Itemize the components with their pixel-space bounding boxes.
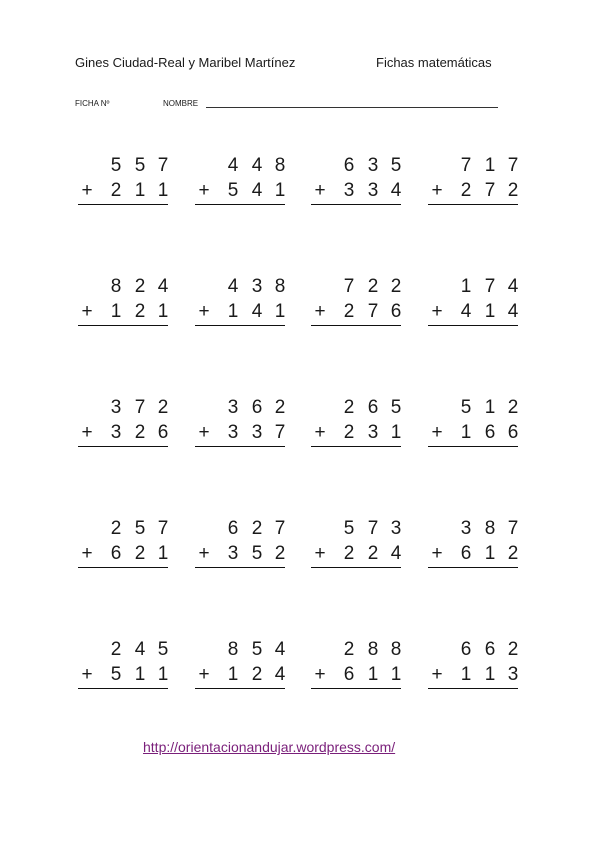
digit: 1 [274,301,286,322]
digit: 6 [484,422,496,443]
digit: 4 [507,276,519,297]
addend-top [311,639,401,664]
sum-line [195,204,285,205]
addend-top [428,518,518,543]
addend-top [78,639,168,664]
addend-top [428,155,518,180]
plus-sign: + [198,664,210,685]
sum-line [311,325,401,326]
addition-problem [311,639,401,689]
worksheet-title: Fichas matemáticas [376,55,492,70]
digit: 2 [507,180,519,201]
digit: 7 [367,301,379,322]
digit: 2 [343,639,355,660]
plus-sign: + [81,422,93,443]
digit: 3 [460,518,472,539]
addend-bottom [311,422,401,447]
digit: 2 [134,422,146,443]
problem-row [78,155,520,276]
digit: 7 [343,276,355,297]
digit: 4 [134,639,146,660]
digit: 5 [390,397,402,418]
plus-sign: + [314,422,326,443]
digit: 5 [134,155,146,176]
digit: 2 [367,543,379,564]
addition-problem [195,518,285,568]
addend-top [195,276,285,301]
digit: 4 [274,664,286,685]
digit: 1 [134,180,146,201]
addend-top [311,397,401,422]
addition-problem [78,639,168,689]
addend-top [311,518,401,543]
plus-sign: + [198,301,210,322]
digit: 2 [343,301,355,322]
digit: 3 [251,276,263,297]
addition-problem [78,397,168,447]
digit: 2 [110,639,122,660]
digit: 1 [460,664,472,685]
digit: 4 [227,155,239,176]
digit: 1 [367,664,379,685]
plus-sign: + [431,543,443,564]
digit: 4 [390,180,402,201]
digit: 2 [343,422,355,443]
addend-bottom [78,301,168,326]
digit: 2 [343,543,355,564]
digit: 3 [367,422,379,443]
nombre-label: NOMBRE [163,99,199,108]
sum-line [195,446,285,447]
digit: 8 [274,276,286,297]
digit: 7 [157,155,169,176]
digit: 6 [460,639,472,660]
nombre-underline [206,107,498,108]
digit: 2 [134,301,146,322]
digit: 1 [390,664,402,685]
addend-bottom [78,180,168,205]
digit: 2 [507,543,519,564]
addition-problem [428,155,518,205]
digit: 1 [460,276,472,297]
plus-sign: + [198,180,210,201]
addend-bottom [311,543,401,568]
addend-top [78,155,168,180]
addend-bottom [428,664,518,689]
addend-top [195,639,285,664]
addend-top [428,639,518,664]
digit: 5 [390,155,402,176]
digit: 4 [274,639,286,660]
sum-line [428,325,518,326]
digit: 1 [484,543,496,564]
digit: 3 [367,155,379,176]
addend-top [195,518,285,543]
digit: 4 [251,301,263,322]
digit: 6 [343,155,355,176]
digit: 3 [227,543,239,564]
addend-bottom [311,180,401,205]
digit: 2 [134,276,146,297]
sum-line [428,204,518,205]
digit: 4 [227,276,239,297]
sum-line [428,567,518,568]
addend-bottom [78,664,168,689]
sum-line [311,688,401,689]
digit: 7 [460,155,472,176]
addend-bottom [428,301,518,326]
addend-bottom [428,543,518,568]
digit: 3 [227,422,239,443]
problem-row [78,518,520,639]
addend-bottom [195,664,285,689]
addition-problem [78,276,168,326]
plus-sign: + [314,664,326,685]
sum-line [311,446,401,447]
digit: 6 [367,397,379,418]
plus-sign: + [81,180,93,201]
sum-line [78,688,168,689]
digit: 2 [507,397,519,418]
digit: 6 [157,422,169,443]
digit: 7 [484,276,496,297]
problems-grid [78,155,520,760]
digit: 1 [390,422,402,443]
digit: 2 [343,397,355,418]
digit: 1 [110,301,122,322]
digit: 3 [390,518,402,539]
problem-row [78,397,520,518]
digit: 2 [274,543,286,564]
digit: 7 [507,155,519,176]
sum-line [195,567,285,568]
digit: 7 [157,518,169,539]
digit: 4 [460,301,472,322]
digit: 3 [227,397,239,418]
digit: 3 [110,422,122,443]
plus-sign: + [431,180,443,201]
digit: 5 [343,518,355,539]
plus-sign: + [81,664,93,685]
plus-sign: + [431,301,443,322]
digit: 5 [110,155,122,176]
plus-sign: + [81,301,93,322]
digit: 3 [343,180,355,201]
digit: 7 [367,518,379,539]
digit: 1 [157,543,169,564]
digit: 2 [274,397,286,418]
digit: 1 [274,180,286,201]
digit: 1 [134,664,146,685]
digit: 2 [460,180,472,201]
digit: 6 [507,422,519,443]
digit: 6 [484,639,496,660]
sum-line [78,325,168,326]
digit: 7 [274,518,286,539]
digit: 4 [390,543,402,564]
addend-top [428,397,518,422]
addition-problem [428,276,518,326]
digit: 6 [460,543,472,564]
digit: 8 [110,276,122,297]
addend-bottom [428,422,518,447]
digit: 2 [110,518,122,539]
addition-problem [195,276,285,326]
digit: 3 [251,422,263,443]
digit: 8 [390,639,402,660]
digit: 2 [110,180,122,201]
addition-problem [428,518,518,568]
addend-top [311,155,401,180]
addend-bottom [195,180,285,205]
digit: 5 [251,543,263,564]
addition-problem [428,397,518,447]
plus-sign: + [431,664,443,685]
ficha-label: FICHA Nº [75,99,110,108]
plus-sign: + [198,543,210,564]
digit: 8 [227,639,239,660]
addition-problem [78,155,168,205]
digit: 6 [227,518,239,539]
addend-top [78,397,168,422]
addend-top [428,276,518,301]
digit: 6 [251,397,263,418]
sum-line [428,688,518,689]
addition-problem [428,639,518,689]
addend-bottom [195,301,285,326]
digit: 2 [251,518,263,539]
digit: 4 [507,301,519,322]
digit: 3 [110,397,122,418]
digit: 6 [343,664,355,685]
digit: 2 [390,276,402,297]
digit: 6 [110,543,122,564]
addition-problem [195,397,285,447]
digit: 7 [507,518,519,539]
digit: 6 [390,301,402,322]
digit: 1 [484,397,496,418]
problem-row [78,276,520,397]
digit: 2 [507,639,519,660]
digit: 3 [507,664,519,685]
sum-line [78,204,168,205]
sum-line [428,446,518,447]
sum-line [195,325,285,326]
digit: 1 [484,301,496,322]
sum-line [195,688,285,689]
addend-bottom [195,543,285,568]
digit: 4 [251,180,263,201]
addition-problem [78,518,168,568]
digit: 1 [157,301,169,322]
addend-top [195,155,285,180]
website-link[interactable]: http://orientacionandujar.wordpress.com/ [143,739,396,755]
plus-sign: + [314,543,326,564]
digit: 2 [367,276,379,297]
digit: 1 [227,301,239,322]
addend-top [311,276,401,301]
digit: 4 [157,276,169,297]
sum-line [311,567,401,568]
plus-sign: + [314,301,326,322]
digit: 4 [251,155,263,176]
digit: 1 [157,180,169,201]
digit: 1 [157,664,169,685]
digit: 1 [484,155,496,176]
digit: 5 [110,664,122,685]
digit: 5 [251,639,263,660]
addend-bottom [195,422,285,447]
digit: 7 [484,180,496,201]
digit: 8 [367,639,379,660]
digit: 8 [274,155,286,176]
addend-top [78,518,168,543]
digit: 5 [157,639,169,660]
digit: 3 [367,180,379,201]
addition-problem [311,155,401,205]
digit: 7 [134,397,146,418]
plus-sign: + [81,543,93,564]
sum-line [78,446,168,447]
digit: 5 [460,397,472,418]
addend-bottom [311,301,401,326]
addition-problem [195,639,285,689]
sum-line [78,567,168,568]
plus-sign: + [198,422,210,443]
sum-line [311,204,401,205]
addend-bottom [78,543,168,568]
addend-bottom [311,664,401,689]
addend-bottom [78,422,168,447]
addend-top [195,397,285,422]
digit: 5 [134,518,146,539]
addition-problem [195,155,285,205]
digit: 7 [274,422,286,443]
authors-text: Gines Ciudad-Real y Maribel Martínez [75,55,296,70]
digit: 2 [157,397,169,418]
digit: 1 [460,422,472,443]
digit: 1 [484,664,496,685]
digit: 2 [251,664,263,685]
digit: 2 [134,543,146,564]
digit: 5 [227,180,239,201]
addition-problem [311,518,401,568]
addend-top [78,276,168,301]
digit: 8 [484,518,496,539]
plus-sign: + [431,422,443,443]
plus-sign: + [314,180,326,201]
addition-problem [311,276,401,326]
addend-bottom [428,180,518,205]
digit: 1 [227,664,239,685]
addition-problem [311,397,401,447]
